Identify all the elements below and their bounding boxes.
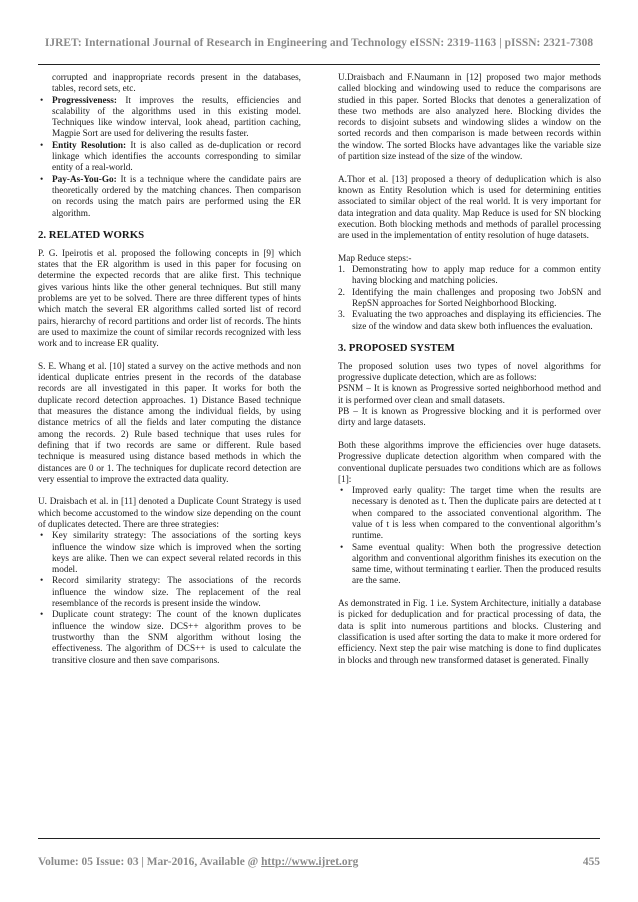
bullet-icon: • <box>40 531 44 542</box>
paragraph: PB – It is known as Progressive blocking and it is performed over dirty and large datasets. <box>338 407 601 429</box>
list-item <box>338 310 601 333</box>
strategies-list <box>38 531 301 667</box>
journal-link[interactable]: http://www.ijret.org <box>261 856 359 868</box>
bullet-icon: • <box>340 486 344 497</box>
bullet-icon: • <box>40 174 44 185</box>
bullet-term: Pay-As-You-Go: <box>52 174 117 185</box>
footer-rule <box>38 838 600 839</box>
map-reduce-steps <box>338 265 601 333</box>
bullet-text: Improved early quality: The target time when the results are necessary is denoted as t. Then the duplicate pairs are detected at t when compared to the associated conventional algorithm. The value of t is less when compared to the conventional algorithm’s runtime. <box>352 486 601 542</box>
paragraph: P. G. Ipeirotis et al. proposed the following concepts in [9] which states that the ER algorithm is used in this paper for focusing on determine the expected records that are alike first. This technique gives various hints like the other general techniques. But still many problems are yet to be solved. There are three different types of hints which match the several ER algorithms called sorted list of record pairs, hierarchy of record partitions and order list of records. The hints are used to maximize the count of similar records recognized with less work and to increase ER quality. <box>38 248 301 350</box>
list-item <box>40 531 301 576</box>
paragraph: The proposed solution uses two types of novel algorithms for progressive duplicate detection, which are as follows: <box>338 361 601 384</box>
paragraph: PSNM – It is known as Progressive sorted neighborhood method and it is performed over clean and small datasets. <box>338 384 601 406</box>
steps-title: Map Reduce steps:- <box>338 253 412 264</box>
left-column <box>38 73 301 667</box>
bullet-text: Key similarity strategy: The associations of the sorting keys influence the window size which is improved when the sorting keys are alike. Then we can expect several related records in this model. <box>52 531 301 576</box>
list-item <box>40 610 301 666</box>
paragraph: U.Draisbach and F.Naumann in [12] proposed two major methods called blocking and windowing used to reduce the comparisons are studied in this paper. Sorted Blocks that denotes a generalization of these two methods are also analyzed here. Blocking divides the records to disjoint subsets and windowing slides a window on the sorted records and then comparison is made between records within the window. The sorted Blocks have advantages like the variable size of partition size instead of the size of the window. <box>338 73 601 163</box>
step-text: Demonstrating how to apply map reduce for a common entity having blocking and matching policies. <box>352 265 601 287</box>
features-list <box>38 96 301 220</box>
page-number: 455 <box>582 856 600 868</box>
paragraph: As demonstrated in Fig. 1 i.e. System Architecture, initially a database is picked for deduplication and for practical processing of data, the data is split into numerous partitions and blocks. Clustering and classification is used after sorting the data to make it more ordered for efficiency. Next step the pair wise matching is done to find duplicates in blocks and through new transformed dataset is generated. Finally <box>338 599 601 666</box>
page-footer <box>38 856 600 868</box>
bullet-icon: • <box>40 576 44 587</box>
bullet-text: Same eventual quality: When both the progressive detection algorithm and conventional algorithm finishes its execution on the same time, without terminating t earlier. Then the produced results are the same. <box>352 542 601 587</box>
list-item <box>340 542 601 588</box>
step-text: Evaluating the two approaches and displaying its efficiencies. The size of the window and data skew both influences the evaluation. <box>352 310 601 332</box>
list-item <box>338 287 601 311</box>
bullet-text: It is a technique where the candidate pairs are theoretically ordered by the matching chances. Then comparison on records using the match pairs are performed using the ER algorithm. <box>52 174 301 219</box>
step-text: Identifying the main challenges and proposing two JobSN and RepSN approaches for Sorted Neighborhood Blocking. <box>352 287 601 309</box>
bullet-icon: • <box>40 610 44 621</box>
paragraph: U. Draisbach et al. in [11] denoted a Duplicate Count Strategy is used which become accustomed to the window size depending on the count of duplicates detected. There are three strategies: <box>38 497 301 530</box>
bullet-text: Duplicate count strategy: The count of the known duplicates influence the window size. DCS++ algorithm proves to be trustworthy than the SNM algorithm without losing the effectiveness. The algorithm of DCS++ is used to calculate the transitive closure and then save comparisons. <box>52 610 301 666</box>
bullet-term: Progressiveness: <box>52 95 117 106</box>
intro-continuation: corrupted and inappropriate records present in the databases, tables, record sets, etc. <box>52 73 301 95</box>
bullet-icon: • <box>40 95 44 106</box>
list-item <box>40 140 301 175</box>
list-item <box>40 174 301 220</box>
paragraph: A.Thor et al. [13] proposed a theory of deduplication which is also known as Entity Resolution which is used for determining entities associated to similar object of the real world. It is very important for data integration and data quality. Map Reduce is used for SN blocking execution. Both blocking methods and methods of parallel processing are used in the implementation of entity resolution of huge datasets. <box>338 174 601 242</box>
right-column <box>338 73 601 678</box>
intro-list <box>38 73 301 96</box>
step-number: 2. <box>338 287 345 298</box>
step-number: 1. <box>338 265 345 276</box>
quality-list <box>338 486 601 588</box>
bullet-icon: • <box>40 140 44 151</box>
section-heading-related-works: 2. RELATED WORKS <box>38 228 145 241</box>
footer-volume-info: Volume: 05 Issue: 03 | Mar-2016, Available @ <box>38 856 262 868</box>
bullet-icon: • <box>340 542 344 553</box>
bullet-text: Record similarity strategy: The associations of the records influence the window size. The replacement of the real resemblance of the records is present inside the window. <box>52 576 301 610</box>
step-number: 3. <box>338 310 345 321</box>
list-item <box>338 265 601 288</box>
bullet-text: It is also called as de-duplication or record linkage which identifies the accounts corresponding to similar entity of a real-world. <box>52 140 301 174</box>
list-item <box>52 73 301 96</box>
list-item <box>40 95 301 141</box>
journal-header: IJRET: International Journal of Research in Engineering and Technology eISSN: 2319-1163 | pISSN: 2321-7308 <box>44 37 594 49</box>
section-heading-proposed-system: 3. PROPOSED SYSTEM <box>338 341 455 354</box>
paragraph: S. E. Whang et al. [10] stated a survey on the active methods and non identical duplicate entries present in the records of the database records are all investigated in this paper. It works for both the duplicate record detection approaches. 1) Distance Based technique that measures the distance among the individual fields, by using distance metrics of all the fields and later computing the distance among the records. 2) Rule based technique that uses rules for defining that if two records are same or different. Rule based technique is measured using distance based methods in which the distances are 0 or 1. The techniques for duplicate record detection are very essential to improve the extracted data quality. <box>38 361 301 485</box>
paragraph: Both these algorithms improve the efficiencies over huge datasets. Progressive duplicate detection algorithm when compared with the conventional duplicate persuades two conditions which are as follows [1]: <box>338 440 601 485</box>
bullet-term: Entity Resolution: <box>52 140 127 151</box>
list-item <box>340 486 601 542</box>
list-item <box>40 576 301 610</box>
bullet-text: It improves the results, efficiencies and scalability of the algorithms used in this existing model. Techniques like window interval, look ahead, partition caching, Magpie Sort are used for delivering the results faster. <box>52 95 301 140</box>
header-rule <box>38 64 600 65</box>
